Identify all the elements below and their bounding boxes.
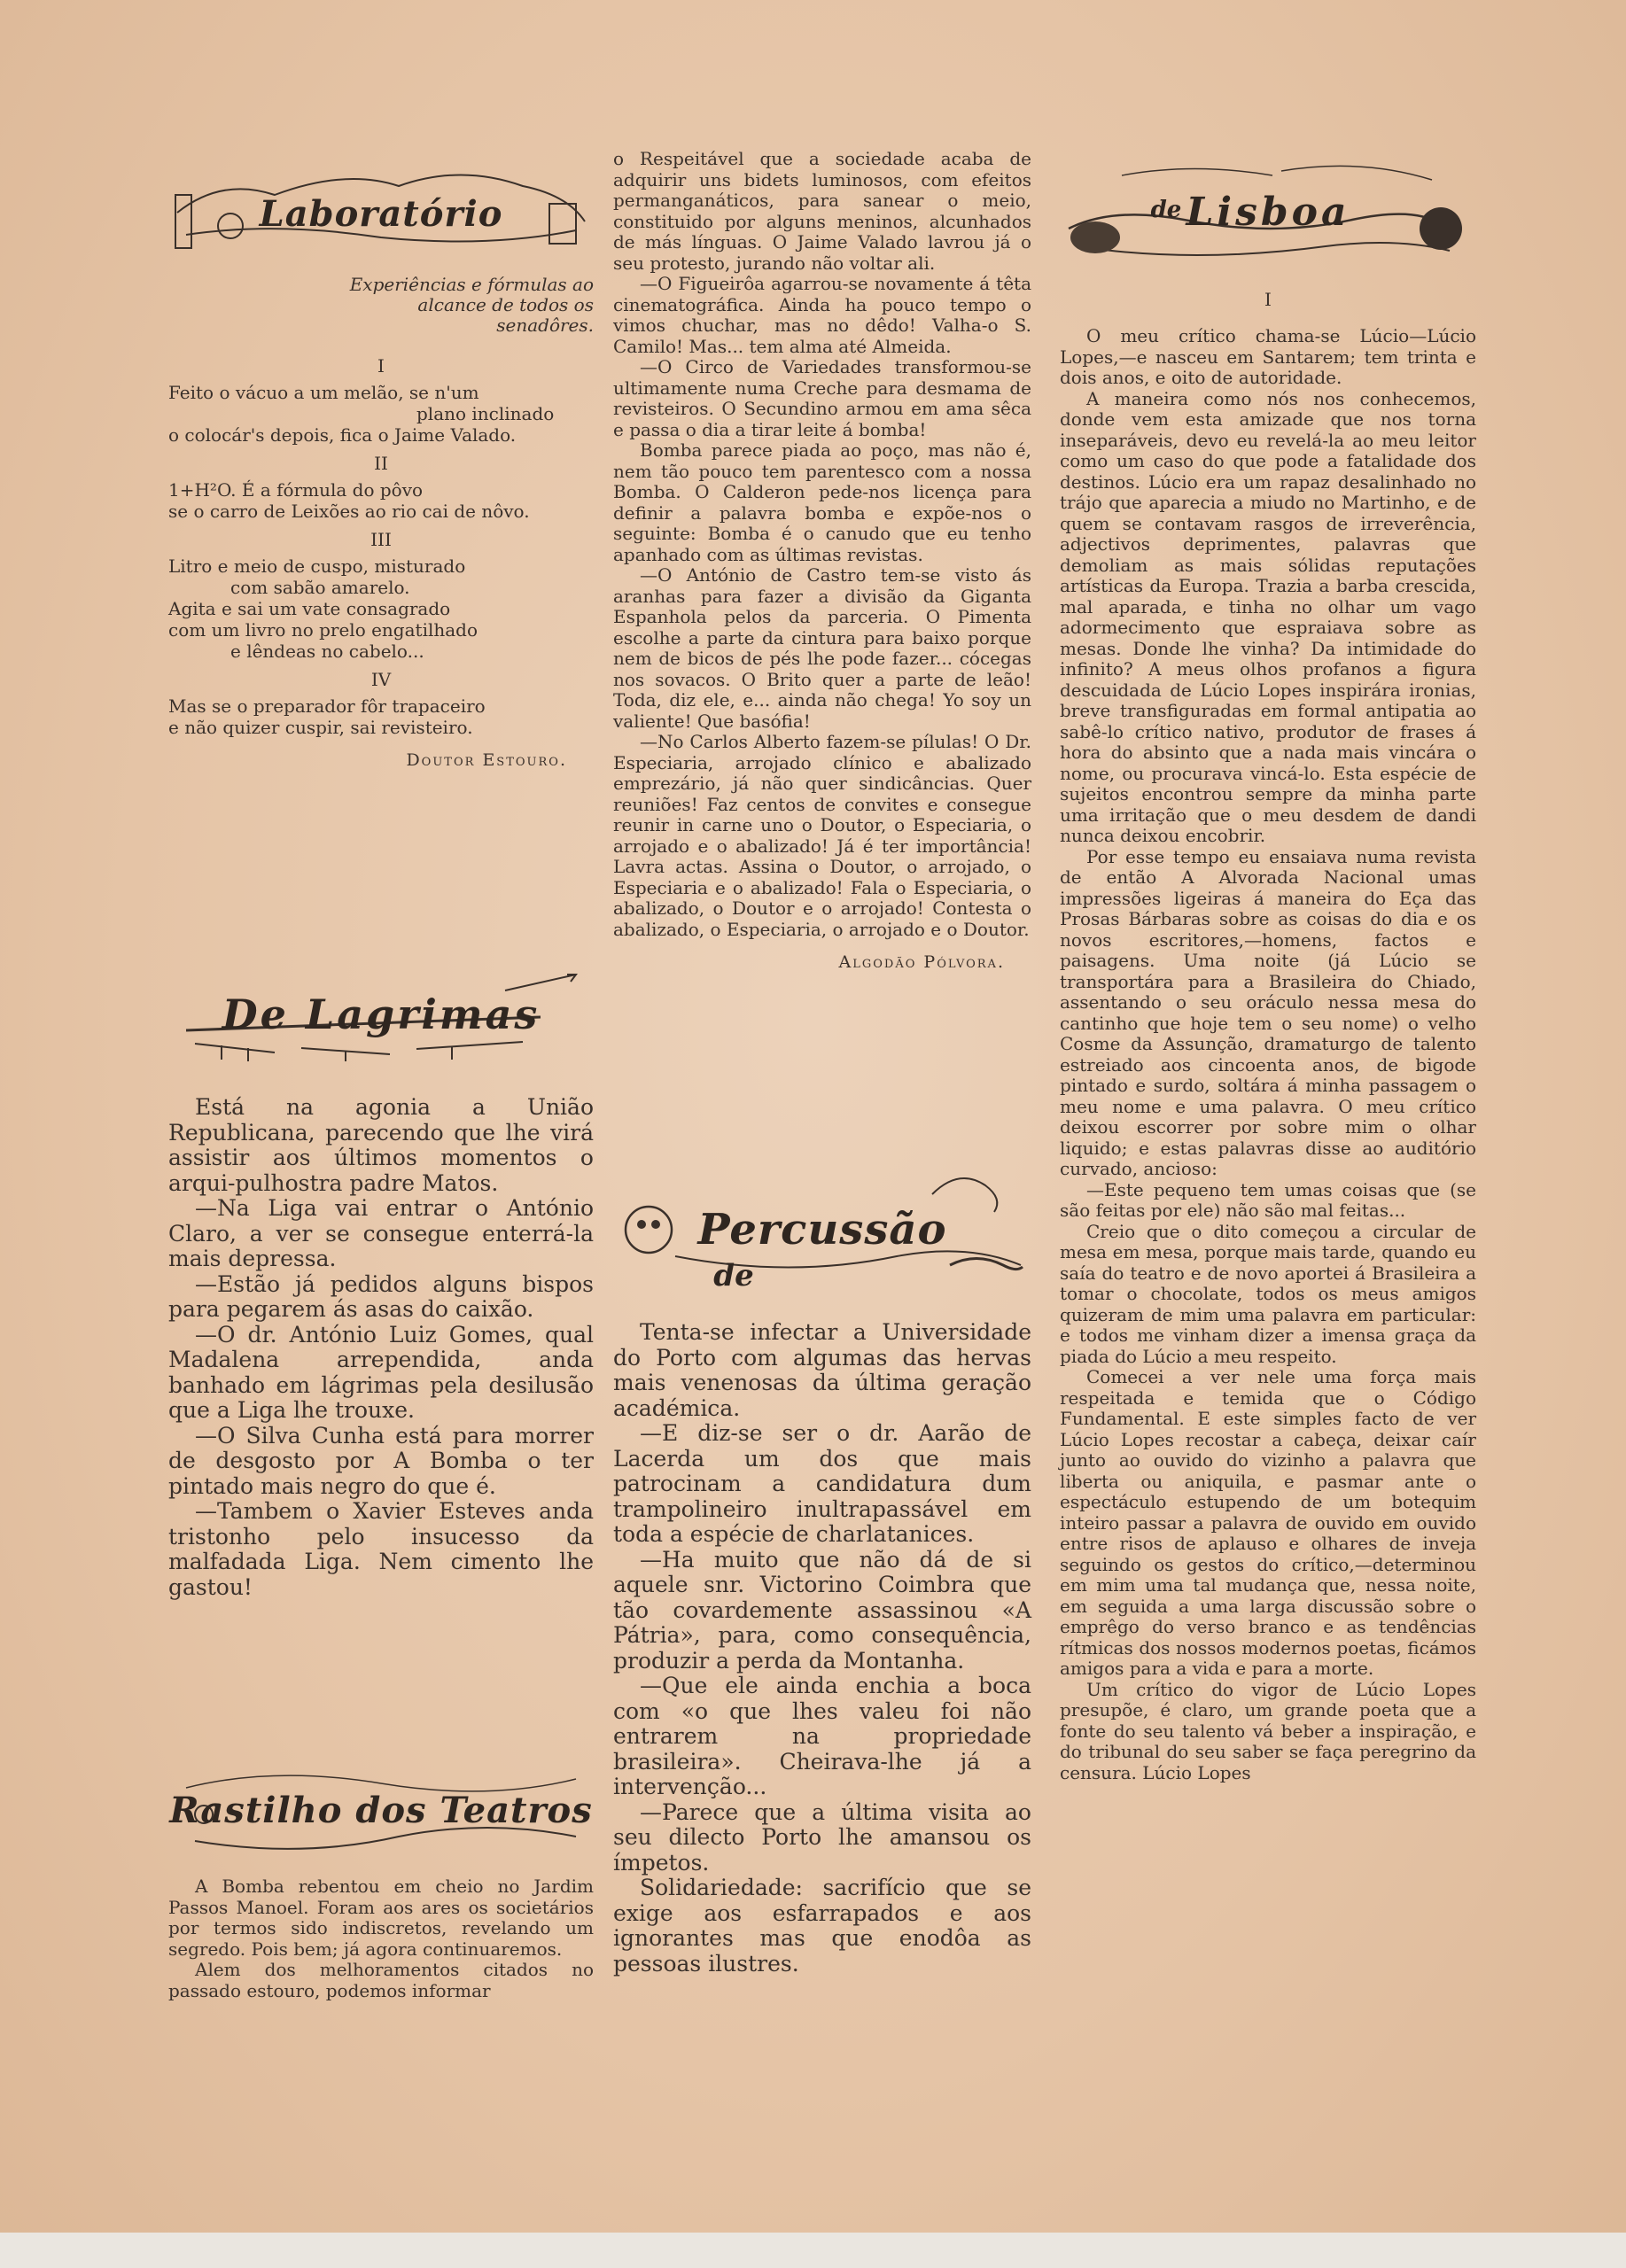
lisboa-p5: Creio que o dito começou a circular de mesa em mesa, porque mais tarde, quando eu saía do teatro e de novo aportei á Brasileira a tomar o chocolate, todos os meus amigos quizeram de mim uma palavra em particular: e todos me vinham dizer a imensa graça da piada do Lúcio a meu respeito. — [1060, 1220, 1476, 1367]
lagrimas-title: De Lagrimas — [222, 990, 541, 1038]
section-continued — [613, 149, 1031, 974]
verse-3c: Agita e sai um vate consagrado — [168, 598, 451, 619]
lisboa-p1: O meu crítico chama-se Lúcio—Lúcio Lopes,—e nasceu em Santarem; tem trinta e dois anos, e oito de autoridade. — [1060, 325, 1476, 388]
rastilho-title: Rastilho dos Teatros — [169, 1790, 593, 1831]
lisboa-title: Lisboa — [1186, 190, 1350, 235]
lisboa-header — [1060, 158, 1476, 282]
verse-3d: com um livro no prelo engatilhado — [168, 619, 478, 641]
percussao-p4: —Que ele ainda enchia a boca com «o que lhes valeu foi não entrarem na propriedade brasileira». Cheirava-lhe já a intervenção... — [613, 1673, 1031, 1799]
roman-iv: IV — [370, 669, 392, 690]
lisboa-p2: A maneira como nós nos conhecemos, donde vem esta amizade que nos torna inseparáveis, devo eu revelá-la ao meu leitor como um caso do que pode a fatalidade dos destinos. Lúcio era um rapaz desalinhado no trájo que aparecia a miudo no Martinho, e de quem se contavam rasgos de irreverência, adjectivos deprimentes, palavras que demoliam as mais sólidas reputações artísticas da Europa. Trazia a barba crescida, mal aparada, e tinha no olhar um vago adormecimento que espraiava sobre as mesas. Donde lhe vinha? Da intimidade do infinito? A meus olhos profanos a figura descuidada de Lúcio Lopes inspirára ironias, breve transfiguradas em formal antipatia ao sabê-lo crítico nativo, produtor de frases á hora do absinto que a nada mais vincára o nome, ou procurava vincá-lo. Esta espécie de sujeitos encontrou sempre da minha parte uma irritação que o meu desdem de dandi nunca deixou encobrir. — [1060, 387, 1476, 846]
col2-p2: —O Figueirôa agarrou-se novamente á têta cinematográfica. Ainda ha pouco tempo o vimos chuchar, mas no dêdo! Valha-o S. Camilo! Mas... tem alma até Almeida. — [613, 273, 1031, 357]
lisboa-p6: Comecei a ver nele uma força mais respeitada e temida que o Código Fundamental. E este simples facto de ver Lúcio Lopes recostar a cabeça, deixar caír junto ao ouvido do vizinho a palavra que liberta ou aniquila, e pasmar ante o espectáculo estupendo de um botequim inteiro passar a palavra de ouvido em ouvido entre risos de aplauso e olhares de inveja seguindo os gestos do crítico,—determinou em mim uma tal mudança que, nessa noite, em seguida a uma larga discussão sobre o emprêgo do verso branco e as tendências rítmicas dos nossos modernos poetas, ficámos amigos para a vida e para a morte. — [1060, 1366, 1476, 1679]
col2-p5: —O António de Castro tem-se visto ás aranhas para fazer a divisão da Giganta Espanhola pelos da parceria. O Pimenta escolhe a parte da cintura para baixo porque nem de bicos de pés lhe pode fazer... cócegas nos sovacos. O Brito quer a parte de leão! Toda, diz ele, e... ainda não chega! Yo soy un valiente! Que basófia! — [613, 564, 1031, 732]
laboratorio-intro: Experiências e fórmulas ao alcance de todos os senadôres. — [349, 274, 594, 336]
verse-4a: Mas se o preparador fôr trapaceiro — [168, 695, 486, 717]
laboratorio-header — [168, 159, 594, 257]
lagrimas-header — [168, 964, 594, 1061]
laboratorio-title: Laboratório — [259, 193, 503, 235]
lisboa-prefix: de — [1150, 197, 1182, 223]
percussao-title: Percussão — [697, 1205, 947, 1254]
roman-ii: II — [374, 453, 388, 474]
percussao-header — [613, 1159, 1031, 1309]
roman-i: I — [377, 355, 385, 377]
lagrimas-p4: —O dr. António Luiz Gomes, qual Madalena arrependida, anda banhado em lágrimas pela desilusão que a Liga lhe trouxe. — [168, 1321, 594, 1423]
col2-p4: Bomba parece piada ao poço, mas não é, nem tão pouco tem parentesco com a nossa Bomba. O Calderon pede-nos licença para definir a palavra bomba e expõe-nos o seguinte: Bomba é o canudo que eu tenho apanhado com as últimas revistas. — [613, 439, 1031, 565]
col2-signature: Algodão Pólvora. — [838, 952, 1005, 972]
lagrimas-p5: —O Silva Cunha está para morrer de desgosto por A Bomba o ter pintado mais negro do que é. — [168, 1422, 594, 1499]
verse-3b: com sabão amarelo. — [230, 577, 410, 598]
col2-p1: o Respeitável que a sociedade acaba de adquirir uns bidets luminosos, com efeitos permanganáticos, para sanear o meio, constituido por alguns meninos, alcunhados de más línguas. O Jaime Valado lavrou já o seu protesto, jurando não voltar ali. — [613, 148, 1031, 274]
verse-2b: se o carro de Leixões ao rio cai de nôvo. — [168, 501, 530, 522]
lisboa-p3: Por esse tempo eu ensaiava numa revista de então A Alvorada Nacional umas impressões ligeiras á maneira do Eça das Prosas Bárbaras sobre as coisas do dia e os novos escritores,—homens, factos e paisagens. Uma noite (já Lúcio se transportára para a Brasileira do Chiado, assentando o seu oráculo nessa mesa do cantinho que hoje tem o seu nome) o velho Cosme da Assunção, dramaturgo de talento estreiado aos cincoenta anos, de bigode pintado e surdo, soltára á minha passagem o meu nome e uma palavra. O meu crítico deixou escorrer por sobre mim o olhar liquido; e estas palavras disse ao auditório curvado, ancioso: — [1060, 845, 1476, 1179]
percussao-p1: Tenta-se infectar a Universidade do Porto com algumas das hervas mais venenosas da última geração académica. — [613, 1319, 1031, 1421]
verse-4b: e não quizer cuspir, sai revisteiro. — [168, 717, 473, 738]
lagrimas-p6: —Tambem o Xavier Esteves anda tristonho pelo insucesso da malfadada Liga. Nem cimento lhe gastou! — [168, 1498, 594, 1600]
percussao-p5: —Parece que a última visita ao seu dilecto Porto lhe amansou os ímpetos. — [613, 1798, 1031, 1876]
rastilho-p1: A Bomba rebentou em cheio no Jardim Passos Manoel. Foram aos ares os societários por termos sido indiscretos, revelando um segredo. Pois bem; já agora continuaremos. — [168, 1876, 594, 1960]
verse-3a: Litro e meio de cuspo, misturado — [168, 555, 466, 577]
verse-1b: plano inclinado — [416, 403, 555, 424]
roman-iii: III — [370, 529, 392, 550]
rastilho-p2: Alem dos melhoramentos citados no passado estouro, podemos informar — [168, 1959, 594, 2001]
verse-1c: o colocár's depois, fica o Jaime Valado. — [168, 424, 517, 446]
verse-1a: Feito o vácuo a um melão, se n'um — [168, 382, 479, 403]
lagrimas-p3: —Estão já pedidos alguns bispos para pegarem ás asas do caixão. — [168, 1270, 594, 1322]
verse-3e: e lêndeas no cabelo... — [230, 641, 424, 662]
laboratorio-signature: Doutor Estouro. — [406, 750, 567, 770]
section-lisboa — [1060, 158, 1476, 1783]
page-bottom-edge — [0, 2233, 1626, 2268]
col2-p6: —No Carlos Alberto fazem-se pílulas! O Dr. Especiaria, arrojado clínico e abalizado emprezário, já não quer sindicâncias. Quer reuniões! Faz centos de convites e consegue reunir in carne uno o Doutor, o Especiaria, o arrojado e o abalizado! Já é ter importância! Lavra actas. Assina o Doutor, o arrojado, o Especiaria e o abalizado! Fala o Especiaria, o abalizado, o Doutor e o arrojado! Contesta o abalizado, o Especiaria, o arrojado e o Doutor. — [613, 731, 1031, 940]
percussao-p2: —E diz-se ser o dr. Aarão de Lacerda um dos que mais patrocinam a candidatura dum trampolineiro inultrapassável em toda a espécie de charlatanices. — [613, 1420, 1031, 1547]
lisboa-p4: —Este pequeno tem umas coisas que (se são feitas por ele) não são mal feitas... — [1060, 1178, 1476, 1221]
percussao-p6: Solidariedade: sacrifício que se exige aos esfarrapados e aos ignorantes mas que enodôa as pessoas ilustres. — [613, 1875, 1031, 1977]
lagrimas-p1: Está na agonia a União Republicana, parecendo que lhe virá assistir aos últimos momentos o arqui-pulhostra padre Matos. — [168, 1094, 594, 1196]
section-rastilho — [168, 1752, 594, 2001]
percussao-p3: —Ha muito que não dá de si aquele snr. Victorino Coimbra que tão covardemente assassinou «A Pátria», para, como consequência, produzir a perda da Montanha. — [613, 1546, 1031, 1674]
rastilho-header — [168, 1752, 594, 1868]
verse-2a: 1+H²O. É a fórmula do pôvo — [168, 479, 424, 501]
section-laboratorio — [168, 159, 594, 772]
percussao-prefix: de — [713, 1258, 754, 1293]
lisboa-roman-i: I — [1264, 289, 1272, 310]
col2-p3: —O Circo de Variedades transformou-se ultimamente numa Creche para desmama de revisteiros. O Secundino armou em ama sêca e passa o dia a tirar leite á bomba! — [613, 356, 1031, 440]
lisboa-p7: Um crítico do vigor de Lúcio Lopes presupõe, é claro, um grande poeta que a fonte do seu talento vá beber a inspiração, e do tribunal do seu saber se faça peregrino da censura. Lúcio Lopes — [1060, 1678, 1476, 1783]
section-percussao — [613, 1159, 1031, 1977]
lagrimas-p2: —Na Liga vai entrar o António Claro, a ver se consegue enterrá-la mais depressa. — [168, 1195, 594, 1271]
